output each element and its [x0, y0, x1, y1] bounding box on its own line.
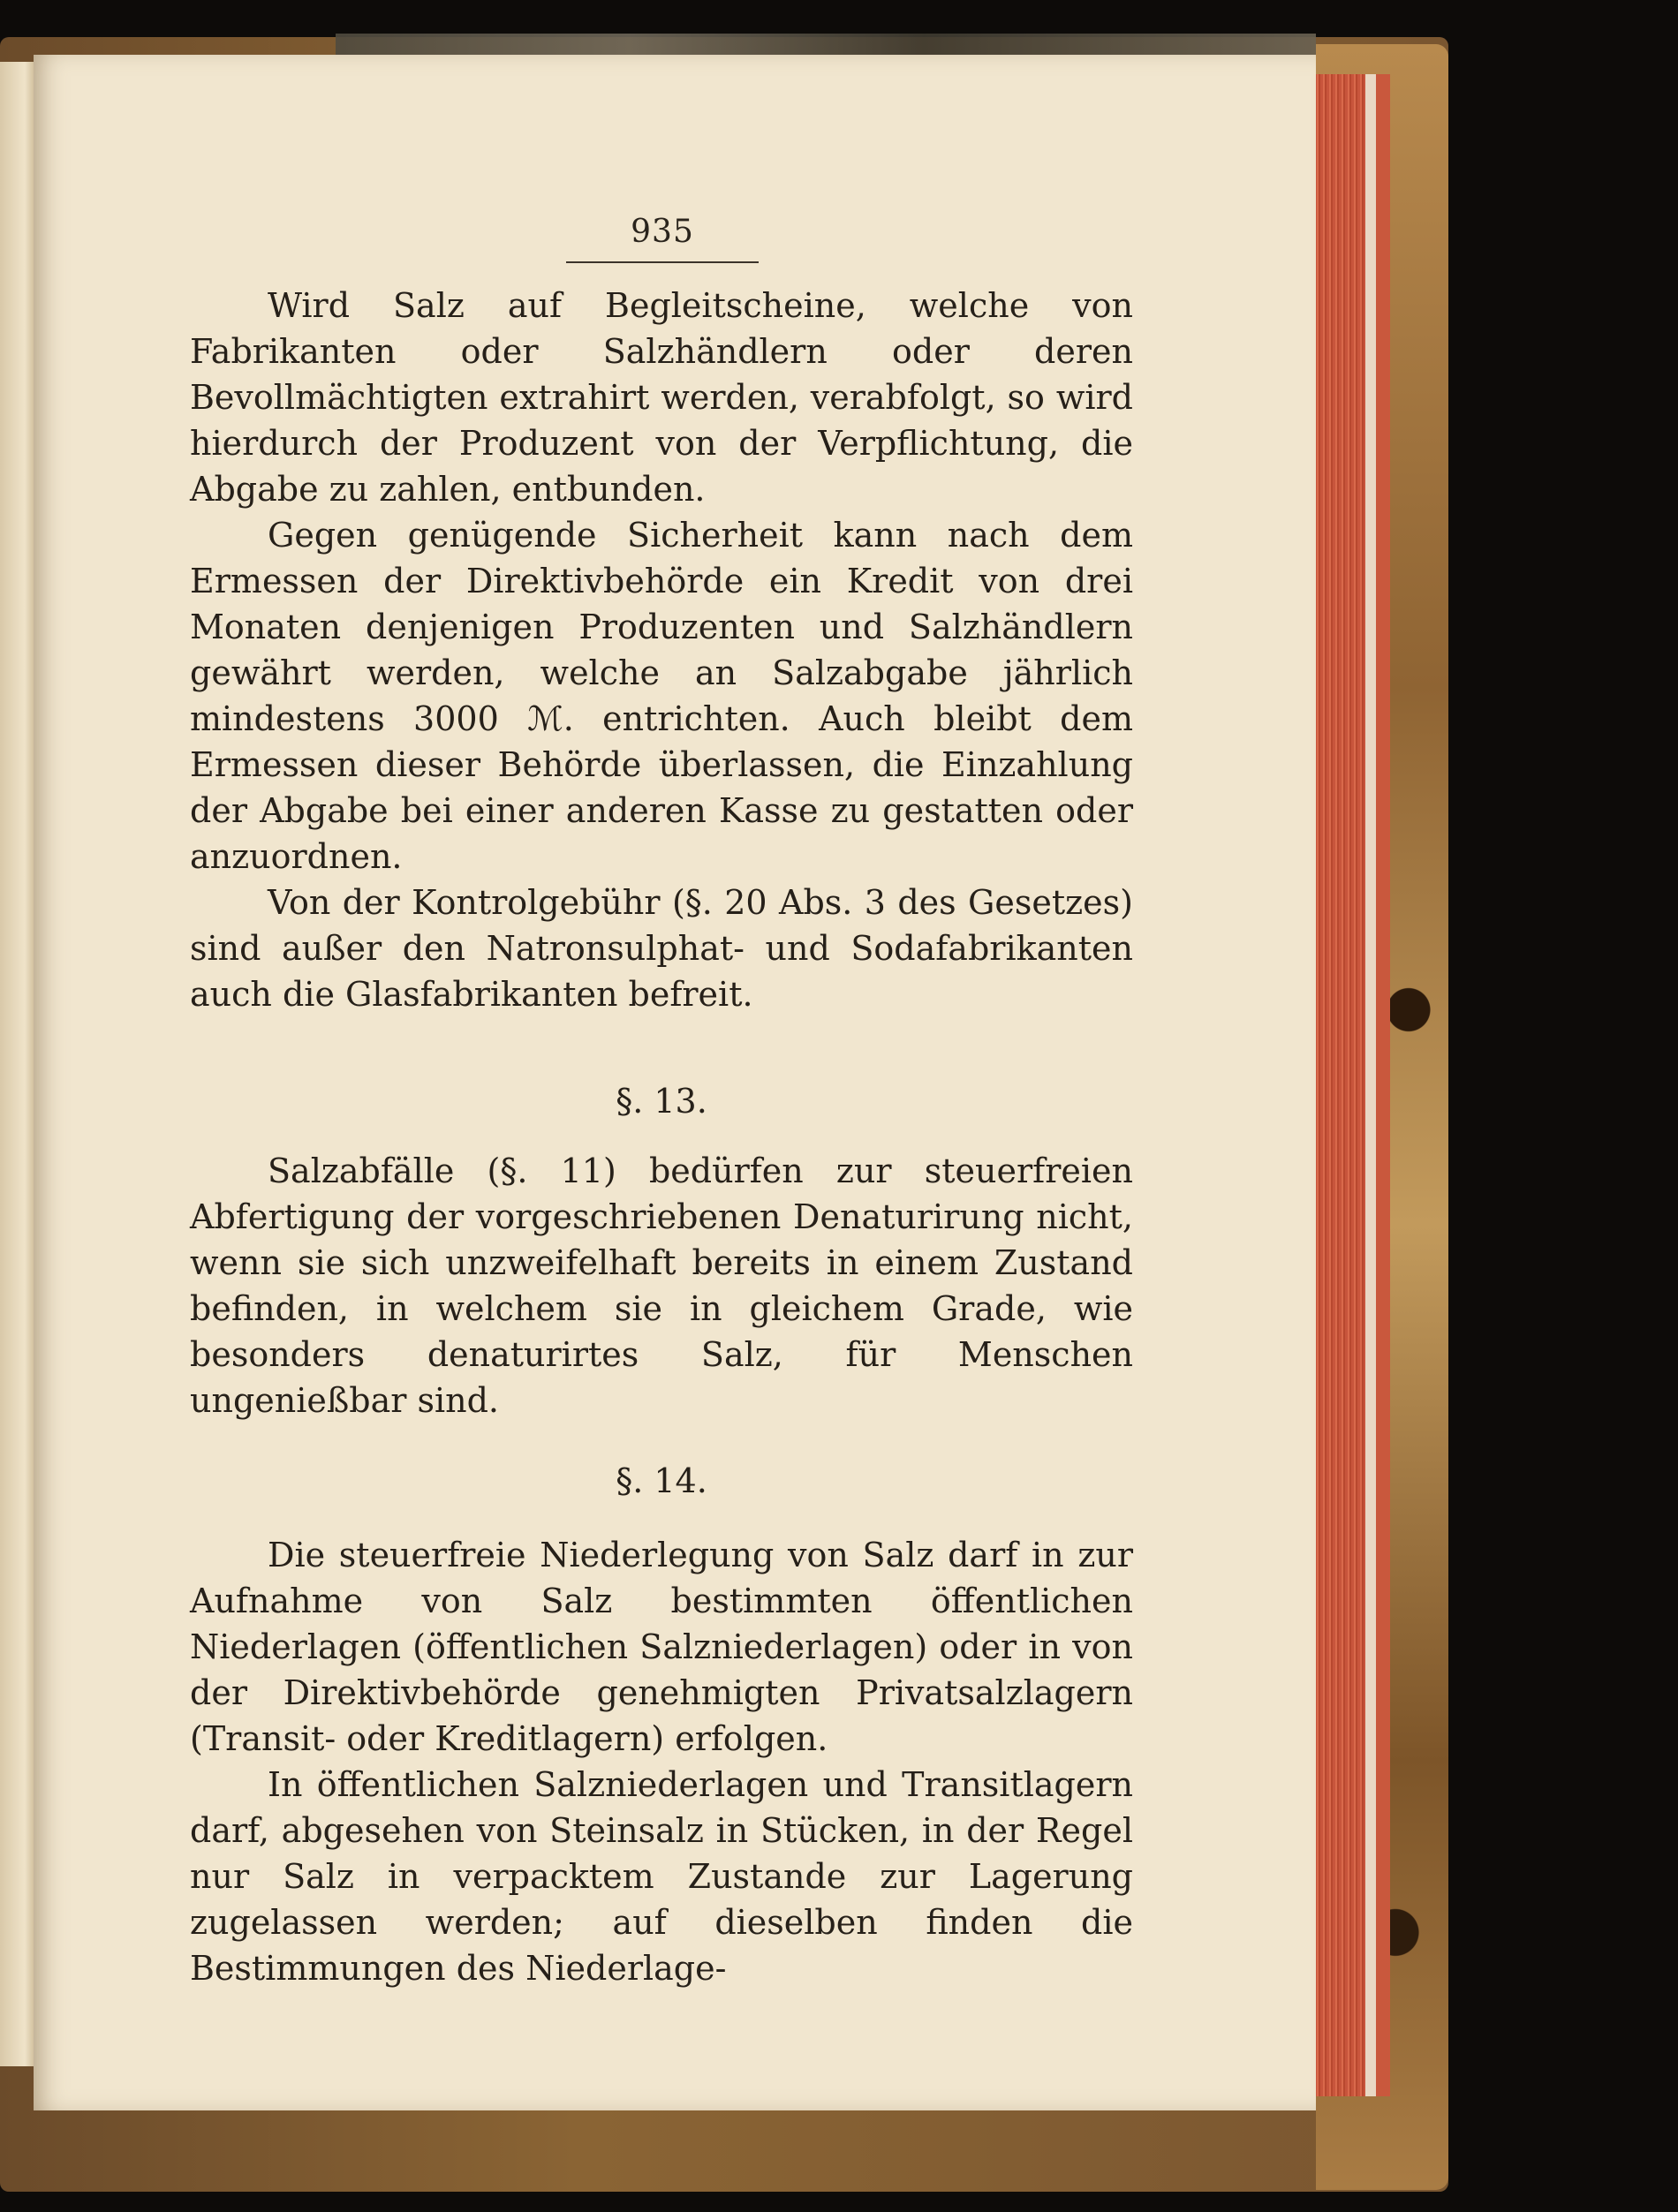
text-block-top: [190, 283, 1133, 1017]
red-fore-edge-outer: [1376, 74, 1390, 2096]
section-13-text: [190, 1148, 1133, 1423]
paragraph-2: Gegen genügende Sicherheit kann nach dem Ermessen der Direktivbehörde ein Kredit von drei Monaten denjenigen Produzenten und Salzhändlern gewährt werden, welche an Salzabgabe jährlich mindestens 3000 ℳ. entrichten. Auch bleibt dem Ermessen dieser Behörde überlassen, die Einzahlung der Abgabe bei einer anderen Kasse zu gestatten oder anzuordnen.: [190, 516, 1133, 876]
section-13-paragraph: Salzabfälle (§. 11) bedürfen zur steuerfreien Abfertigung der vorgeschriebenen Denaturirung nicht, wenn sie sich unzweifelhaft bereits in einem Zustand befinden, in welchem sie in gleichem Grade, wie besonders denaturirtes Salz, für Menschen ungenießbar sind.: [190, 1151, 1133, 1420]
paragraph-1: Wird Salz auf Begleitscheine, welche von Fabrikanten oder Salzhändlern oder deren Bevollmächtigten extrahirt werden, verabfolgt, so wird hierdurch der Produzent von der Verpflichtung, die Abgabe zu zahlen, entbunden.: [190, 286, 1133, 509]
fore-edge-light-band: [1365, 74, 1376, 2096]
section-14-paragraph-2: In öffentlichen Salzniederlagen und Transitlagern darf, abgesehen von Steinsalz in Stücken, in der Regel nur Salz in verpacktem Zustande zur Lagerung zugelassen werden; auf dieselben finden die Bestimmungen des Niederlage-: [190, 1765, 1133, 1988]
section-13-heading: §. 13.: [616, 1082, 707, 1121]
paragraph-3: Von der Kontrolgebühr (§. 20 Abs. 3 des Gesetzes) sind außer den Natronsulphat- und Sodafabrikanten auch die Glasfabrikanten befreit.: [190, 883, 1133, 1014]
section-14-text: [190, 1532, 1133, 1991]
header-rule: [566, 261, 759, 263]
section-14-paragraph-1: Die steuerfreie Niederlegung von Salz darf in zur Aufnahme von Salz bestimmten öffentlichen Niederlagen (öffentlichen Salzniederlagen) oder in von der Direktivbehörde genehmigten Privatsalzlagern (Transit- oder Kreditlagern) erfolgen.: [190, 1536, 1133, 1758]
red-fore-edge: [1314, 74, 1365, 2096]
page-number: 935: [631, 214, 694, 250]
section-14-heading: §. 14.: [616, 1461, 707, 1500]
left-page-edge: [0, 62, 35, 2066]
